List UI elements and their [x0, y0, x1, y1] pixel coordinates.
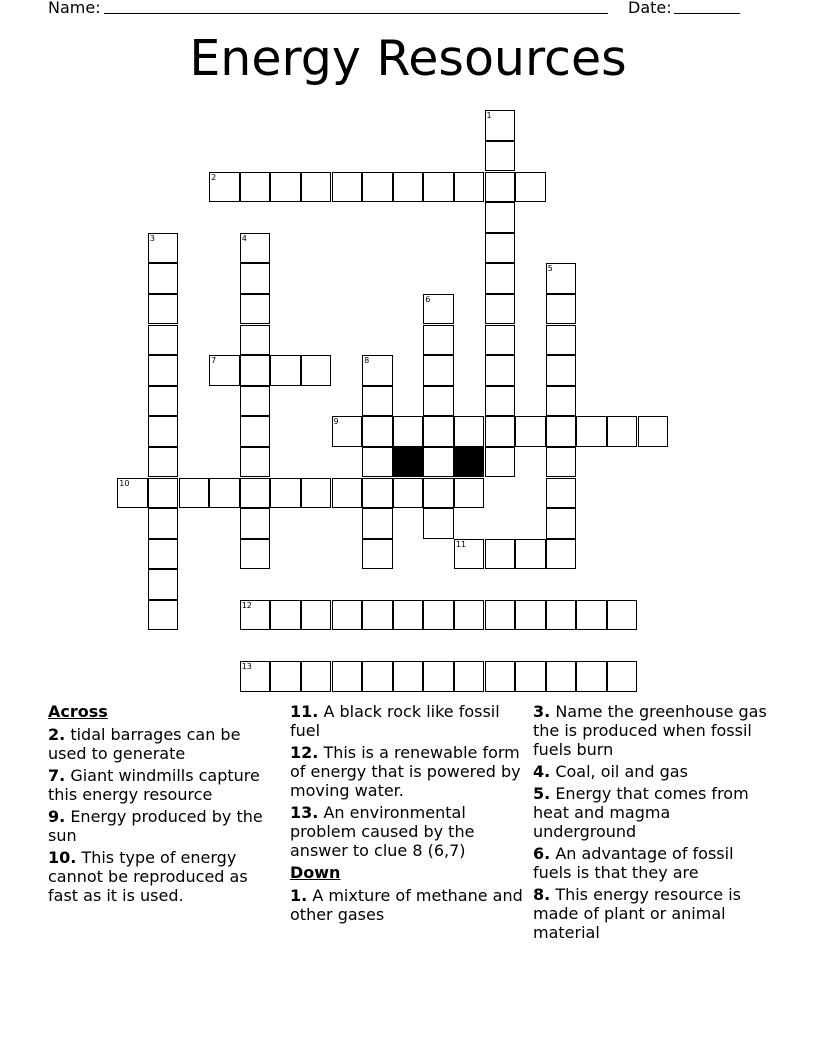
clue-across-2 — [48, 725, 280, 763]
clue-number-label: 3 — [149, 233, 155, 243]
clue-text: This type of energy cannot be reproduced as fast as it is used. — [48, 848, 248, 905]
crossword-cell[interactable] — [240, 447, 271, 478]
crossword-cell[interactable] — [240, 386, 271, 417]
crossword-cell[interactable] — [179, 478, 210, 509]
crossword-cell[interactable] — [209, 478, 240, 509]
crossword-cell[interactable] — [423, 294, 454, 325]
crossword-cell[interactable] — [332, 661, 363, 692]
crossword-cell[interactable] — [393, 600, 424, 631]
crossword-cell[interactable] — [240, 263, 271, 294]
crossword-cell[interactable] — [209, 355, 240, 386]
clue-number: 9. — [48, 807, 66, 826]
crossword-cell[interactable] — [362, 172, 393, 203]
crossword-cell[interactable] — [148, 325, 179, 356]
crossword-cell[interactable] — [393, 416, 424, 447]
clue-number-label: 11 — [455, 539, 467, 549]
clue-text: This is a renewable form of energy that is powered by moving water. — [290, 743, 521, 800]
crossword-cell[interactable] — [423, 478, 454, 509]
clue-number-label: 13 — [241, 662, 252, 672]
clue-down-4 — [533, 762, 773, 781]
name-label: Name: — [48, 0, 101, 17]
crossword-cell[interactable] — [240, 355, 271, 386]
clue-number: 4. — [533, 762, 551, 781]
crossword-cell[interactable] — [485, 325, 516, 356]
crossword-cell[interactable] — [148, 355, 179, 386]
date-label: Date: — [628, 0, 672, 17]
crossword-cell[interactable] — [301, 355, 332, 386]
clue-text: Giant windmills capture this energy resource — [48, 766, 260, 804]
crossword-cell[interactable] — [148, 263, 179, 294]
clue-text: An environmental problem caused by the answer to clue 8 (6,7) — [290, 803, 475, 860]
across-heading: Across — [48, 702, 108, 721]
crossword-cell[interactable] — [515, 416, 546, 447]
crossword-cell[interactable] — [638, 416, 669, 447]
crossword-cell[interactable] — [148, 539, 179, 570]
crossword-cell[interactable] — [485, 141, 516, 172]
crossword-cell[interactable] — [423, 172, 454, 203]
clue-number: 12. — [290, 743, 319, 762]
crossword-cell[interactable] — [423, 661, 454, 692]
crossword-cell[interactable] — [240, 233, 271, 264]
crossword-cell[interactable] — [148, 386, 179, 417]
crossword-cell[interactable] — [546, 386, 577, 417]
crossword-cell[interactable] — [485, 294, 516, 325]
crossword-cell[interactable] — [240, 416, 271, 447]
crossword-cell[interactable] — [301, 600, 332, 631]
crossword-cell[interactable] — [362, 661, 393, 692]
clue-text: Name the greenhouse gas the is produced when fossil fuels burn — [533, 702, 767, 759]
clue-number: 11. — [290, 702, 319, 721]
crossword-cell[interactable] — [485, 447, 516, 478]
crossword-cell[interactable] — [332, 478, 363, 509]
clue-number-label: 8 — [364, 356, 370, 366]
clue-number-label: 12 — [241, 600, 252, 610]
crossword-cell[interactable] — [546, 294, 577, 325]
crossword-cell[interactable] — [515, 539, 546, 570]
clue-text: tidal barrages can be used to generate — [48, 725, 241, 763]
crossword-cell[interactable] — [546, 263, 577, 294]
crossword-cell[interactable] — [546, 478, 577, 509]
crossword-cell[interactable] — [362, 416, 393, 447]
crossword-cell[interactable] — [270, 661, 301, 692]
crossword-cell[interactable] — [546, 600, 577, 631]
crossword-cell[interactable] — [362, 508, 393, 539]
crossword-cell[interactable] — [240, 325, 271, 356]
clues-column-3 — [533, 702, 773, 945]
clue-down-6 — [533, 844, 773, 882]
crossword-cell[interactable] — [393, 172, 424, 203]
clue-down-5 — [533, 784, 773, 841]
crossword-cell[interactable] — [148, 569, 179, 600]
crossword-cell[interactable] — [332, 600, 363, 631]
clue-number: 3. — [533, 702, 551, 721]
crossword-cell[interactable] — [240, 539, 271, 570]
black-square — [454, 447, 485, 478]
crossword-cell[interactable] — [332, 172, 363, 203]
crossword-cell[interactable] — [270, 172, 301, 203]
clue-number-label: 2 — [211, 172, 217, 182]
crossword-cell[interactable] — [270, 478, 301, 509]
crossword-cell[interactable] — [393, 661, 424, 692]
crossword-cell[interactable] — [301, 172, 332, 203]
crossword-cell[interactable] — [485, 416, 516, 447]
crossword-cell[interactable] — [148, 233, 179, 264]
crossword-cell[interactable] — [148, 416, 179, 447]
crossword-cell[interactable] — [240, 661, 271, 692]
crossword-cell[interactable] — [607, 661, 638, 692]
crossword-cell[interactable] — [270, 355, 301, 386]
crossword-cell[interactable] — [362, 386, 393, 417]
crossword-cell[interactable] — [454, 478, 485, 509]
clue-across-9 — [48, 807, 280, 845]
crossword-cell[interactable] — [240, 600, 271, 631]
crossword-cell[interactable] — [454, 416, 485, 447]
crossword-cell[interactable] — [301, 661, 332, 692]
clue-across-7 — [48, 766, 280, 804]
crossword-cell[interactable] — [148, 447, 179, 478]
clue-number-label: 5 — [547, 264, 553, 274]
crossword-cell[interactable] — [332, 416, 363, 447]
crossword-cell[interactable] — [423, 508, 454, 539]
crossword-cell[interactable] — [485, 110, 516, 141]
clue-number: 10. — [48, 848, 77, 867]
crossword-cell[interactable] — [148, 478, 179, 509]
clue-number: 8. — [533, 885, 551, 904]
crossword-cell[interactable] — [240, 294, 271, 325]
crossword-cell[interactable] — [423, 447, 454, 478]
crossword-cell[interactable] — [485, 600, 516, 631]
crossword-cell[interactable] — [423, 416, 454, 447]
clue-number-label: 1 — [486, 111, 492, 121]
crossword-cell[interactable] — [454, 600, 485, 631]
crossword-cell[interactable] — [148, 600, 179, 631]
clue-number: 6. — [533, 844, 551, 863]
crossword-cell[interactable] — [485, 386, 516, 417]
clue-down-1 — [290, 886, 526, 924]
crossword-cell[interactable] — [546, 539, 577, 570]
crossword-cell[interactable] — [454, 172, 485, 203]
crossword-cell[interactable] — [240, 172, 271, 203]
crossword-cell[interactable] — [454, 539, 485, 570]
crossword-cell[interactable] — [546, 508, 577, 539]
crossword-cell[interactable] — [485, 661, 516, 692]
clue-number-label: 7 — [211, 356, 217, 366]
crossword-cell[interactable] — [393, 478, 424, 509]
crossword-cell[interactable] — [117, 478, 148, 509]
crossword-cell[interactable] — [423, 355, 454, 386]
clue-text: A mixture of methane and other gases — [290, 886, 523, 924]
clue-across-10 — [48, 848, 280, 905]
clue-text: A black rock like fossil fuel — [290, 702, 500, 740]
clue-across-11 — [290, 702, 526, 740]
crossword-cell[interactable] — [362, 478, 393, 509]
crossword-cell[interactable] — [515, 172, 546, 203]
crossword-cell[interactable] — [515, 661, 546, 692]
clue-number: 13. — [290, 803, 319, 822]
clue-number-label: 9 — [333, 417, 339, 427]
clue-text: An advantage of fossil fuels is that they are — [533, 844, 734, 882]
crossword-cell[interactable] — [454, 661, 485, 692]
down-heading: Down — [290, 863, 341, 882]
crossword-cell[interactable] — [576, 600, 607, 631]
clue-number-label: 10 — [119, 478, 130, 488]
crossword-cell[interactable] — [485, 172, 516, 203]
crossword-cell[interactable] — [485, 539, 516, 570]
crossword-cell[interactable] — [607, 600, 638, 631]
crossword-cell[interactable] — [576, 661, 607, 692]
crossword-cell[interactable] — [423, 325, 454, 356]
clues-column-1 — [48, 702, 280, 908]
crossword-cell[interactable] — [546, 447, 577, 478]
crossword-cell[interactable] — [485, 263, 516, 294]
crossword-cell[interactable] — [148, 508, 179, 539]
clue-number: 1. — [290, 886, 308, 905]
crossword-cell[interactable] — [270, 600, 301, 631]
clue-number: 7. — [48, 766, 66, 785]
crossword-cell[interactable] — [301, 478, 332, 509]
crossword-cell[interactable] — [485, 233, 516, 264]
page-title: Energy Resources — [189, 30, 627, 87]
crossword-cell[interactable] — [362, 447, 393, 478]
crossword-cell[interactable] — [546, 325, 577, 356]
crossword-cell[interactable] — [546, 355, 577, 386]
clue-number: 2. — [48, 725, 66, 744]
crossword-cell[interactable] — [240, 478, 271, 509]
crossword-cell[interactable] — [240, 508, 271, 539]
crossword-cell[interactable] — [362, 600, 393, 631]
crossword-cell[interactable] — [485, 202, 516, 233]
crossword-cell[interactable] — [423, 600, 454, 631]
clue-across-12 — [290, 743, 526, 800]
crossword-cell[interactable] — [209, 172, 240, 203]
clues-column-2 — [290, 702, 526, 927]
crossword-cell[interactable] — [576, 416, 607, 447]
crossword-cell[interactable] — [546, 416, 577, 447]
crossword-cell[interactable] — [362, 355, 393, 386]
black-square — [393, 447, 424, 478]
crossword-cell[interactable] — [607, 416, 638, 447]
crossword-cell[interactable] — [546, 661, 577, 692]
clue-text: This energy resource is made of plant or animal material — [533, 885, 741, 942]
clue-number-label: 6 — [425, 294, 431, 304]
clue-down-3 — [533, 702, 773, 759]
clue-across-13 — [290, 803, 526, 860]
crossword-cell[interactable] — [485, 355, 516, 386]
clue-text: Energy produced by the sun — [48, 807, 263, 845]
clue-number: 5. — [533, 784, 551, 803]
clue-down-8 — [533, 885, 773, 942]
crossword-cell[interactable] — [362, 539, 393, 570]
crossword-cell[interactable] — [515, 600, 546, 631]
clue-text: Energy that comes from heat and magma underground — [533, 784, 749, 841]
crossword-cell[interactable] — [148, 294, 179, 325]
crossword-cell[interactable] — [423, 386, 454, 417]
clue-number-label: 4 — [241, 233, 247, 243]
clue-text: Coal, oil and gas — [555, 762, 688, 781]
